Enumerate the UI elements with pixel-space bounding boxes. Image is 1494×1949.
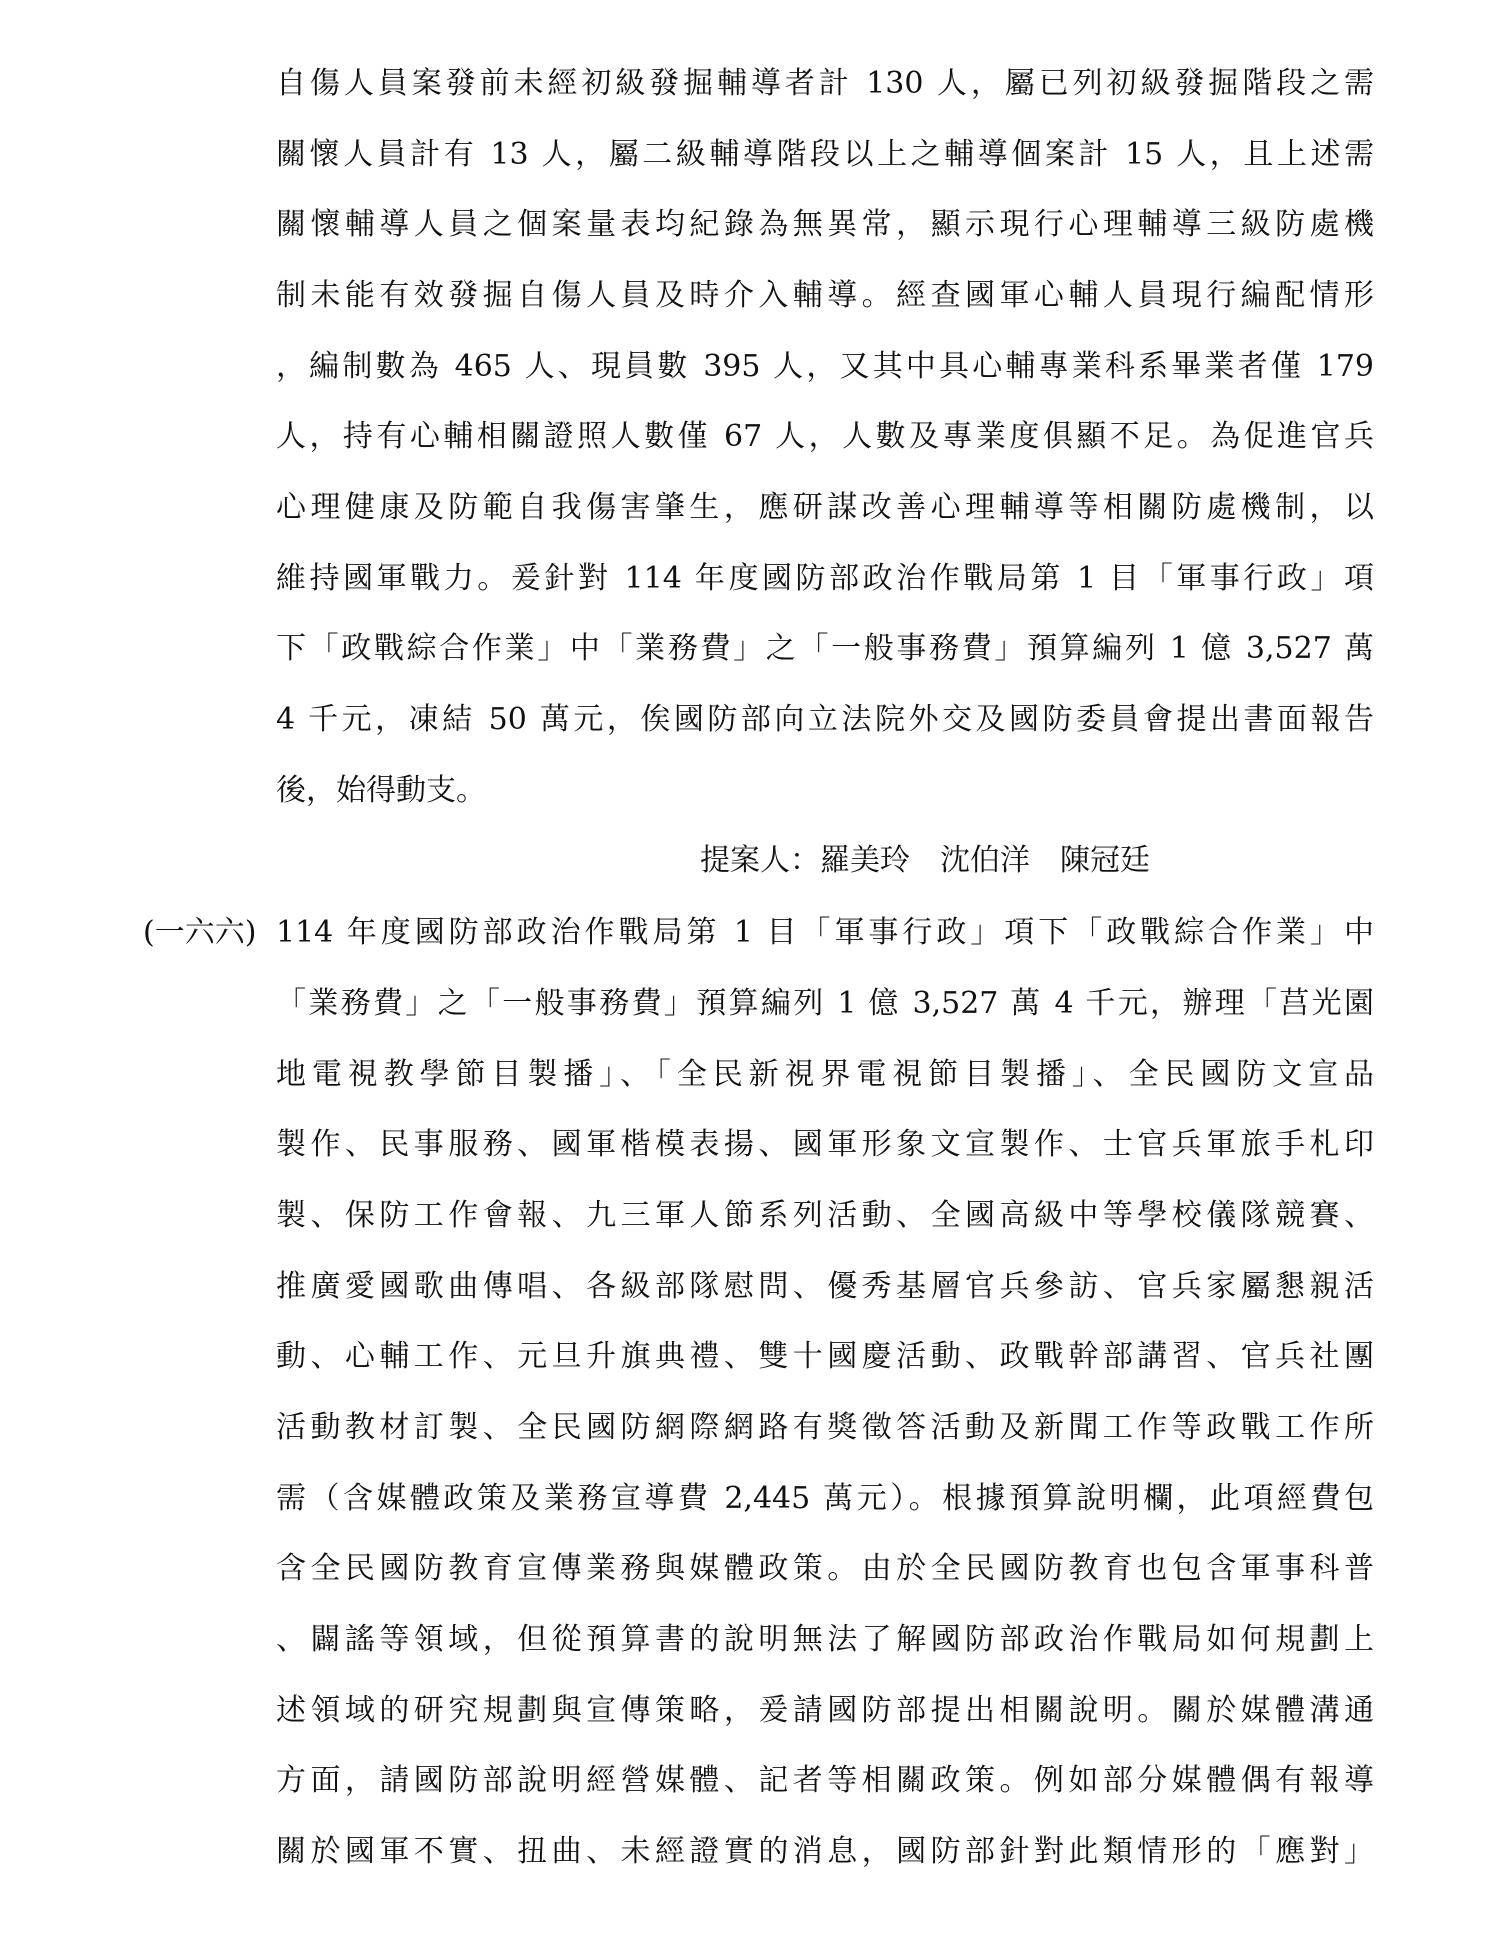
paragraph-line: 自傷人員案發前未經初級發掘輔導者計 130 人，屬已列初級發掘階段之需 [276,66,1374,101]
paragraph-line: 下「政戰綜合作業」中「業務費」之「一般事務費」預算編列 1 億 3,527 萬 [276,631,1374,666]
item-line: 關於國軍不實、扭曲、未經證實的消息，國防部針對此類情形的「應對」 [276,1834,1374,1869]
paragraph-line: 關懷輔導人員之個案量表均紀錄為無異常，顯示現行心理輔導三級防處機 [276,207,1374,242]
item-line: 述領域的研究規劃與宣傳策略，爰請國防部提出相關說明。關於媒體溝通 [276,1693,1374,1728]
proposer-line: 提案人：羅美玲 沈伯洋 陳冠廷 [700,843,1150,878]
item-number: (一六六) [143,915,257,950]
item-line: 地電視教學節目製播」、「全民新視界電視節目製播」、全民國防文宣品 [276,1057,1374,1092]
item-line: 「業務費」之「一般事務費」預算編列 1 億 3,527 萬 4 千元，辦理「莒光園 [276,986,1374,1021]
item-line: 方面，請國防部說明經營媒體、記者等相關政策。例如部分媒體偶有報導 [276,1763,1374,1798]
paragraph-line: 4 千元，凍結 50 萬元，俟國防部向立法院外交及國防委員會提出書面報告 [276,702,1374,737]
item-line: 推廣愛國歌曲傳唱、各級部隊慰問、優秀基層官兵參訪、官兵家屬懇親活 [276,1269,1374,1304]
paragraph-line: 人，持有心輔相關證照人數僅 67 人，人數及專業度俱顯不足。為促進官兵 [276,419,1374,454]
paragraph-line: ，編制數為 465 人、現員數 395 人，又其中具心輔專業科系畢業者僅 179 [276,349,1374,384]
item-line: 、闢謠等領域，但從預算書的說明無法了解國防部政治作戰局如何規劃上 [276,1622,1374,1657]
paragraph-line: 維持國軍戰力。爰針對 114 年度國防部政治作戰局第 1 目「軍事行政」項 [276,561,1374,596]
item-line: 動、心輔工作、元旦升旗典禮、雙十國慶活動、政戰幹部講習、官兵社團 [276,1339,1374,1374]
item-line: 需（含媒體政策及業務宣導費 2,445 萬元）。根據預算說明欄，此項經費包 [276,1481,1374,1516]
paragraph-line: 制未能有效發掘自傷人員及時介入輔導。經查國軍心輔人員現行編配情形 [276,278,1374,313]
item-line: 製作、民事服務、國軍楷模表揚、國軍形象文宣製作、士官兵軍旅手札印 [276,1127,1374,1162]
item-line: 含全民國防教育宣傳業務與媒體政策。由於全民國防教育也包含軍事科普 [276,1551,1374,1586]
item-line: 製、保防工作會報、九三軍人節系列活動、全國高級中等學校儀隊競賽、 [276,1198,1374,1233]
item-line: 活動教材訂製、全民國防網際網路有獎徵答活動及新聞工作等政戰工作所 [276,1410,1374,1445]
item-line: 114 年度國防部政治作戰局第 1 目「軍事行政」項下「政戰綜合作業」中 [276,915,1374,950]
paragraph-line: 後，始得動支。 [276,773,486,808]
paragraph-line: 關懷人員計有 13 人，屬二級輔導階段以上之輔導個案計 15 人，且上述需 [276,137,1374,172]
paragraph-line: 心理健康及防範自我傷害肇生，應研謀改善心理輔導等相關防處機制，以 [276,490,1374,525]
